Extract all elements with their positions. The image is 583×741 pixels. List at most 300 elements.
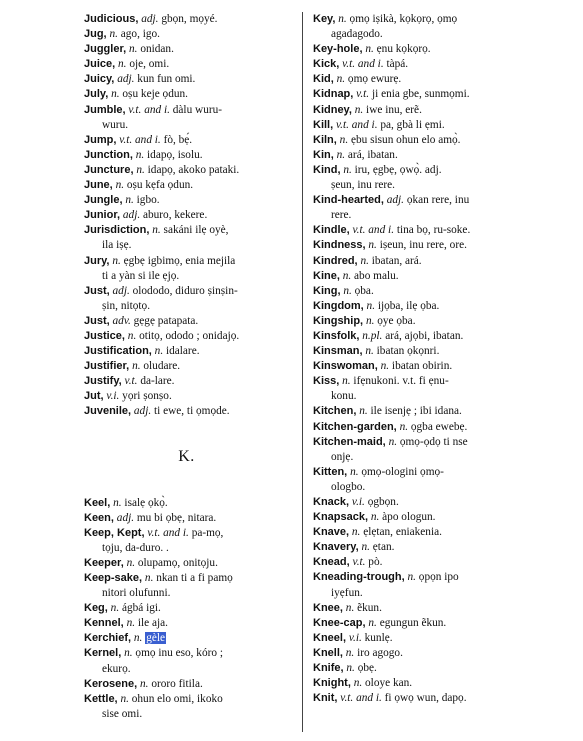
definition: ẹgbẹ igbimọ, enia mejila <box>120 254 236 267</box>
headword: Kitchen-garden, <box>313 420 397 433</box>
dictionary-entry <box>313 148 518 163</box>
definition-continuation: ekurọ. <box>102 662 131 675</box>
headword: July, <box>84 88 109 101</box>
part-of-speech: n. <box>342 375 351 388</box>
definition: idalare. <box>163 345 200 358</box>
part-of-speech: adj. <box>386 194 404 207</box>
definition-continuation: iyẹfun. <box>331 586 363 599</box>
dictionary-entry <box>313 631 518 646</box>
headword: Kidney, <box>313 103 352 116</box>
part-of-speech: n. <box>140 677 149 690</box>
headword: Juggler, <box>84 43 127 56</box>
part-of-speech: v.t. <box>124 375 138 388</box>
part-of-speech: n. <box>365 43 374 56</box>
dictionary-entry <box>84 314 289 329</box>
dictionary-entry <box>84 571 289 601</box>
definition: àpo ologun. <box>379 511 436 524</box>
definition: oṣu kẹfa ọdun. <box>124 179 194 192</box>
part-of-speech: n. <box>388 435 398 448</box>
part-of-speech: n. <box>118 58 127 71</box>
headword: Justice, <box>84 329 125 342</box>
headword: Kind, <box>313 163 341 176</box>
headword: Kindred, <box>313 254 358 267</box>
headword: Jump, <box>84 133 117 146</box>
headword: Jungle, <box>84 194 123 207</box>
headword: King, <box>313 284 341 297</box>
headword: Just, <box>84 314 110 327</box>
dictionary-entry <box>313 223 518 238</box>
dictionary-entry <box>84 193 289 208</box>
headword: Kill, <box>313 118 334 131</box>
highlighted-text: gèle <box>146 632 166 645</box>
definition-continuation: onjẹ. <box>331 450 354 463</box>
part-of-speech: v.i. <box>106 390 120 403</box>
part-of-speech: n. <box>354 103 364 116</box>
headword: Kinswoman, <box>313 360 378 373</box>
definition: ẹbu sisun ohun elo amọ̀. <box>348 133 461 146</box>
headword: Key, <box>313 13 336 25</box>
definition-continuation: konu. <box>331 390 357 403</box>
definition-continuation: tọju, da-duro. . <box>102 541 169 554</box>
part-of-speech: n. <box>135 148 145 161</box>
definition: ọmọ-ologini ọmọ- <box>358 465 444 478</box>
dictionary-entry <box>84 526 289 556</box>
left-entries-j <box>84 12 289 420</box>
definition: yọri ṣonṣo. <box>119 390 172 403</box>
part-of-speech: v.t. <box>356 88 370 101</box>
dictionary-entry <box>313 661 518 676</box>
part-of-speech: adj. <box>133 405 152 418</box>
dictionary-entry <box>313 691 518 706</box>
dictionary-entry <box>313 344 518 359</box>
part-of-speech: n.pl. <box>362 329 383 342</box>
part-of-speech: v.t. and i. <box>119 133 161 146</box>
column-divider <box>302 12 303 732</box>
definition-continuation: ṣin, nitọtọ. <box>102 299 151 312</box>
definition-continuation: ologbo. <box>331 480 366 493</box>
definition: gbọn, mọyé. <box>158 13 218 25</box>
dictionary-entry <box>84 496 289 511</box>
dictionary-entry <box>313 540 518 555</box>
part-of-speech: n. <box>144 572 154 584</box>
definition: oloye kan. <box>362 677 413 690</box>
definition: oṣu keje ọdun. <box>119 88 188 101</box>
part-of-speech: n. <box>346 662 355 675</box>
dictionary-entry <box>84 223 289 253</box>
headword: Knack, <box>313 496 350 508</box>
part-of-speech: n. <box>152 224 161 237</box>
dictionary-entry <box>84 284 289 314</box>
dictionary-entry <box>313 163 518 193</box>
part-of-speech: n. <box>380 360 390 373</box>
headword: Jumble, <box>84 103 126 116</box>
left-entries-k <box>84 496 289 722</box>
part-of-speech: n. <box>350 465 359 478</box>
definition-continuation: ti a yàn si ile ẹjọ. <box>102 269 180 282</box>
part-of-speech: n. <box>136 163 145 176</box>
headword: Kine, <box>313 269 340 282</box>
dictionary-entry <box>313 193 518 223</box>
definition: kun fun omi. <box>134 73 196 86</box>
headword: Kiln, <box>313 133 337 146</box>
part-of-speech: n. <box>342 269 352 282</box>
part-of-speech: v.t. and i. <box>342 58 384 71</box>
dictionary-entry <box>84 374 289 389</box>
part-of-speech: n. <box>370 511 380 524</box>
dictionary-entry <box>84 27 289 42</box>
headword: Kitchen, <box>313 405 357 418</box>
definition: dàlu wuru- <box>169 103 223 116</box>
headword: Kiss, <box>313 375 340 388</box>
part-of-speech: n. <box>125 194 134 207</box>
headword: Kinsman, <box>313 345 363 358</box>
dictionary-entry <box>313 359 518 374</box>
dictionary-entry <box>84 344 289 359</box>
definition-continuation: ila iṣẹ. <box>102 239 132 252</box>
definition: ará, ibatan. <box>345 148 398 161</box>
dictionary-entry <box>84 511 289 526</box>
headword: Kernel, <box>84 647 122 660</box>
headword: Kitchen-maid, <box>313 435 386 448</box>
dictionary-entry <box>313 133 518 148</box>
headword: Kennel, <box>84 617 124 630</box>
definition: ibatan obirin. <box>389 360 453 373</box>
headword: Kneading-trough, <box>313 571 405 584</box>
part-of-speech: n. <box>368 616 377 629</box>
part-of-speech: n. <box>336 148 346 161</box>
headword: Kingship, <box>313 314 364 327</box>
part-of-speech: v.t. and i. <box>340 692 382 705</box>
part-of-speech: n. <box>110 602 120 615</box>
dictionary-entry <box>84 103 289 133</box>
dictionary-entry <box>84 389 289 404</box>
definition: ibatan, ará. <box>368 254 422 267</box>
dictionary-entry <box>313 495 518 510</box>
dictionary-entry <box>313 646 518 661</box>
headword: Kid, <box>313 73 334 86</box>
definition: ago, igo. <box>117 28 160 41</box>
part-of-speech: n. <box>120 692 129 705</box>
definition: ohun elo omi, ikoko <box>128 692 223 705</box>
part-of-speech: n. <box>154 345 164 358</box>
definition: ọkan rere, inu <box>404 194 470 207</box>
headword: Kind-hearted, <box>313 194 384 207</box>
headword: Kindness, <box>313 239 366 252</box>
definition: ọmọ iṣikà, kọkọrọ, ọmọ <box>346 13 458 25</box>
definition: isalẹ ọkọ̀. <box>121 496 168 509</box>
part-of-speech: n. <box>353 677 363 690</box>
dictionary-entry <box>84 72 289 87</box>
definition: ọbẹ. <box>354 662 377 675</box>
part-of-speech: n. <box>359 405 368 418</box>
headword: Kitten, <box>313 465 348 478</box>
part-of-speech: n. <box>126 556 136 569</box>
part-of-speech: adv. <box>112 314 131 327</box>
dictionary-entry <box>313 510 518 525</box>
definition: ọba. <box>351 284 374 297</box>
dictionary-entry <box>313 676 518 691</box>
definition: ọgbọn. <box>364 496 399 508</box>
headword: Knavery, <box>313 541 359 554</box>
part-of-speech: n. <box>343 284 352 297</box>
dictionary-entry <box>313 284 518 299</box>
part-of-speech: adj. <box>116 511 135 524</box>
definition: ifẹnukoni. v.t. fi ẹnu- <box>350 375 449 388</box>
definition: pò. <box>365 556 383 569</box>
definition: mu bi ọbẹ, nitara. <box>134 511 217 524</box>
part-of-speech: v.t. and i. <box>128 103 170 116</box>
headword: Jut, <box>84 390 104 403</box>
dictionary-entry <box>313 254 518 269</box>
definition: ile aja. <box>135 617 168 630</box>
headword: Kettle, <box>84 692 118 705</box>
definition: gẹgẹ patapata. <box>130 314 199 327</box>
dictionary-entry <box>84 556 289 571</box>
part-of-speech: v.i. <box>351 496 365 508</box>
dictionary-entry <box>84 208 289 223</box>
definition: fò, bẹ́. <box>160 133 193 146</box>
definition: ẹnu kọkọrọ. <box>373 43 431 56</box>
headword: Knell, <box>313 646 343 659</box>
definition: onidan. <box>137 43 174 56</box>
definition: ọpọn ipo <box>415 571 459 584</box>
definition: ororo fitila. <box>148 677 203 690</box>
headword: Kerchief, <box>84 632 132 645</box>
part-of-speech: n. <box>407 571 416 584</box>
definition: pa-mọ, <box>188 526 224 539</box>
part-of-speech: v.t. and i. <box>147 526 189 539</box>
headword: Judicious, <box>84 13 139 25</box>
dictionary-entry <box>84 87 289 102</box>
part-of-speech: n. <box>126 617 136 630</box>
definition: oludare. <box>140 360 181 373</box>
part-of-speech: n. <box>115 179 125 192</box>
definition: ọmọ ewurẹ. <box>345 73 402 86</box>
definition: ará, ajọbi, ibatan. <box>382 329 464 342</box>
headword: Junction, <box>84 148 133 161</box>
definition: pa, gbà li ẹmi. <box>377 118 445 131</box>
dictionary-entry <box>313 314 518 329</box>
definition: ẹtan. <box>369 541 395 554</box>
dictionary-entry <box>84 148 289 163</box>
headword: Knapsack, <box>313 511 369 524</box>
headword: Keep-sake, <box>84 572 143 584</box>
headword: Jury, <box>84 254 110 267</box>
dictionary-entry <box>84 692 289 722</box>
part-of-speech: adj. <box>122 209 141 222</box>
definition: olododo, diduro ṣinṣin- <box>129 284 238 297</box>
dictionary-entry <box>84 42 289 57</box>
headword: Keeper, <box>84 556 124 569</box>
definition-continuation: wuru. <box>102 118 129 131</box>
dictionary-entry <box>313 435 518 465</box>
part-of-speech: n. <box>343 163 352 176</box>
part-of-speech: n. <box>338 13 347 25</box>
definition: idapọ, akoko pataki. <box>144 163 240 176</box>
dictionary-entry <box>313 103 518 118</box>
headword: Juice, <box>84 58 116 71</box>
definition: ọgba ewebẹ. <box>408 420 468 433</box>
headword: Keen, <box>84 511 114 524</box>
right-column <box>313 12 518 706</box>
part-of-speech: n. <box>127 329 137 342</box>
part-of-speech: v.t. and i. <box>336 118 378 131</box>
dictionary-entry <box>84 677 289 692</box>
definition: iṣeun, inu rere, ore. <box>376 239 467 252</box>
definition: tina bọ, ru-soke. <box>394 224 471 237</box>
dictionary-entry <box>84 631 289 646</box>
part-of-speech: n. <box>336 73 346 86</box>
headword: Kingdom, <box>313 299 364 312</box>
definition: otitọ, ododo ; onidajọ. <box>136 329 240 342</box>
headword: June, <box>84 179 113 192</box>
part-of-speech: n. <box>132 360 141 373</box>
definition: ile isenjẹ ; ibi idana. <box>367 405 462 418</box>
definition: da-lare. <box>137 375 175 388</box>
headword: Kinsfolk, <box>313 329 360 342</box>
headword: Jug, <box>84 28 107 41</box>
part-of-speech: n. <box>129 43 138 56</box>
headword: Keep, Kept, <box>84 526 145 539</box>
part-of-speech: n. <box>361 541 370 554</box>
definition: idapọ, isolu. <box>144 148 203 161</box>
definition: oje, omi. <box>126 58 170 71</box>
definition: egungun ẽkun. <box>376 616 447 629</box>
part-of-speech: n. <box>365 345 374 358</box>
part-of-speech: n. <box>366 299 376 312</box>
dictionary-entry <box>84 57 289 72</box>
definition: ágbá igi. <box>119 602 161 615</box>
section-heading-k: K. <box>178 447 195 465</box>
dictionary-entry <box>313 72 518 87</box>
part-of-speech: adj. <box>117 73 135 86</box>
dictionary-entry <box>313 525 518 540</box>
dictionary-entry <box>313 57 518 72</box>
part-of-speech: n. <box>133 632 143 645</box>
part-of-speech: adj. <box>112 284 130 297</box>
dictionary-entry <box>313 12 518 42</box>
definition: aburo, kekere. <box>140 209 208 222</box>
dictionary-entry <box>84 133 289 148</box>
definition-continuation: ṣeun, inu rere. <box>331 179 395 192</box>
part-of-speech: n. <box>109 28 118 41</box>
part-of-speech: n. <box>124 647 133 660</box>
part-of-speech: n. <box>345 646 355 659</box>
dictionary-entry <box>84 12 289 27</box>
dictionary-entry <box>84 178 289 193</box>
headword: Justification, <box>84 345 152 358</box>
dictionary-entry <box>84 254 289 284</box>
part-of-speech: n. <box>112 254 121 267</box>
definition: tàpá. <box>383 58 409 71</box>
headword: Kick, <box>313 58 340 71</box>
headword: Kerosene, <box>84 677 138 690</box>
part-of-speech: adj. <box>141 13 159 25</box>
headword: Knave, <box>313 526 350 539</box>
dictionary-entry <box>313 555 518 570</box>
headword: Justifier, <box>84 360 130 373</box>
definition: abo malu. <box>351 269 399 282</box>
dictionary-entry <box>84 329 289 344</box>
definition-continuation: agadagodo. <box>331 28 383 41</box>
part-of-speech: n. <box>339 133 349 146</box>
headword: Keg, <box>84 602 108 615</box>
definition: ọmọ-ọdọ ti nse <box>397 435 468 448</box>
definition: igbo. <box>133 194 160 207</box>
part-of-speech: n. <box>345 601 355 614</box>
headword: Junior, <box>84 209 121 222</box>
dictionary-entry <box>313 118 518 133</box>
dictionary-entry <box>84 601 289 616</box>
dictionary-entry <box>84 359 289 374</box>
dictionary-entry <box>84 163 289 178</box>
part-of-speech: n. <box>365 314 375 327</box>
definition: ẹlẹtan, eniakenia. <box>360 526 442 539</box>
dictionary-entry <box>313 299 518 314</box>
headword: Kneel, <box>313 631 347 644</box>
part-of-speech: n. <box>351 526 361 539</box>
headword: Jurisdiction, <box>84 224 150 237</box>
part-of-speech: n. <box>368 239 377 252</box>
part-of-speech: n. <box>113 496 122 509</box>
definition: ẽkun. <box>354 601 382 614</box>
headword: Knee, <box>313 601 343 614</box>
headword: Just, <box>84 284 110 297</box>
part-of-speech: v.t. <box>352 556 366 569</box>
headword: Juicy, <box>84 73 115 86</box>
definition: ibatan ọkọnri. <box>373 345 440 358</box>
headword: Knife, <box>313 662 344 675</box>
definition: iro agogo. <box>354 646 403 659</box>
definition: ijọba, ilẹ ọba. <box>375 299 440 312</box>
definition: ọye ọba. <box>374 314 416 327</box>
part-of-speech: v.t. and i. <box>352 224 395 237</box>
dictionary-entry <box>313 374 518 404</box>
dictionary-entry <box>313 420 518 435</box>
left-column <box>84 12 289 722</box>
definition-continuation: nitori olufunni. <box>102 587 171 600</box>
headword: Knead, <box>313 556 350 569</box>
dictionary-entry <box>313 269 518 284</box>
definition: ji enia gbe, sunmọmi. <box>369 88 470 101</box>
definition-continuation: rere. <box>331 209 352 222</box>
definition: ọmọ inu eso, kóro ; <box>132 647 223 660</box>
definition: kunlẹ. <box>361 631 393 644</box>
headword: Knit, <box>313 692 338 705</box>
definition-continuation: sise omi. <box>102 707 143 720</box>
dictionary-entry <box>313 570 518 600</box>
headword: Juncture, <box>84 163 134 176</box>
dictionary-entry <box>313 42 518 57</box>
dictionary-entry <box>313 238 518 253</box>
part-of-speech: n. <box>399 420 409 433</box>
headword: Key-hole, <box>313 43 363 56</box>
part-of-speech: v.i. <box>348 631 362 644</box>
part-of-speech: n. <box>360 254 369 267</box>
headword: Juvenile, <box>84 405 132 418</box>
definition: nkan ti a fi pamọ <box>153 572 233 584</box>
headword: Knight, <box>313 677 351 690</box>
definition: sakáni ilẹ oyè, <box>160 224 229 237</box>
dictionary-entry <box>313 465 518 495</box>
definition: iru, ẹgbẹ, ọwọ̀. adj. <box>351 163 442 176</box>
part-of-speech: n. <box>111 88 120 101</box>
headword: Kidnap, <box>313 88 354 101</box>
dictionary-entry <box>84 404 289 419</box>
headword: Justify, <box>84 375 122 388</box>
dictionary-entry <box>313 87 518 102</box>
right-entries <box>313 12 518 706</box>
